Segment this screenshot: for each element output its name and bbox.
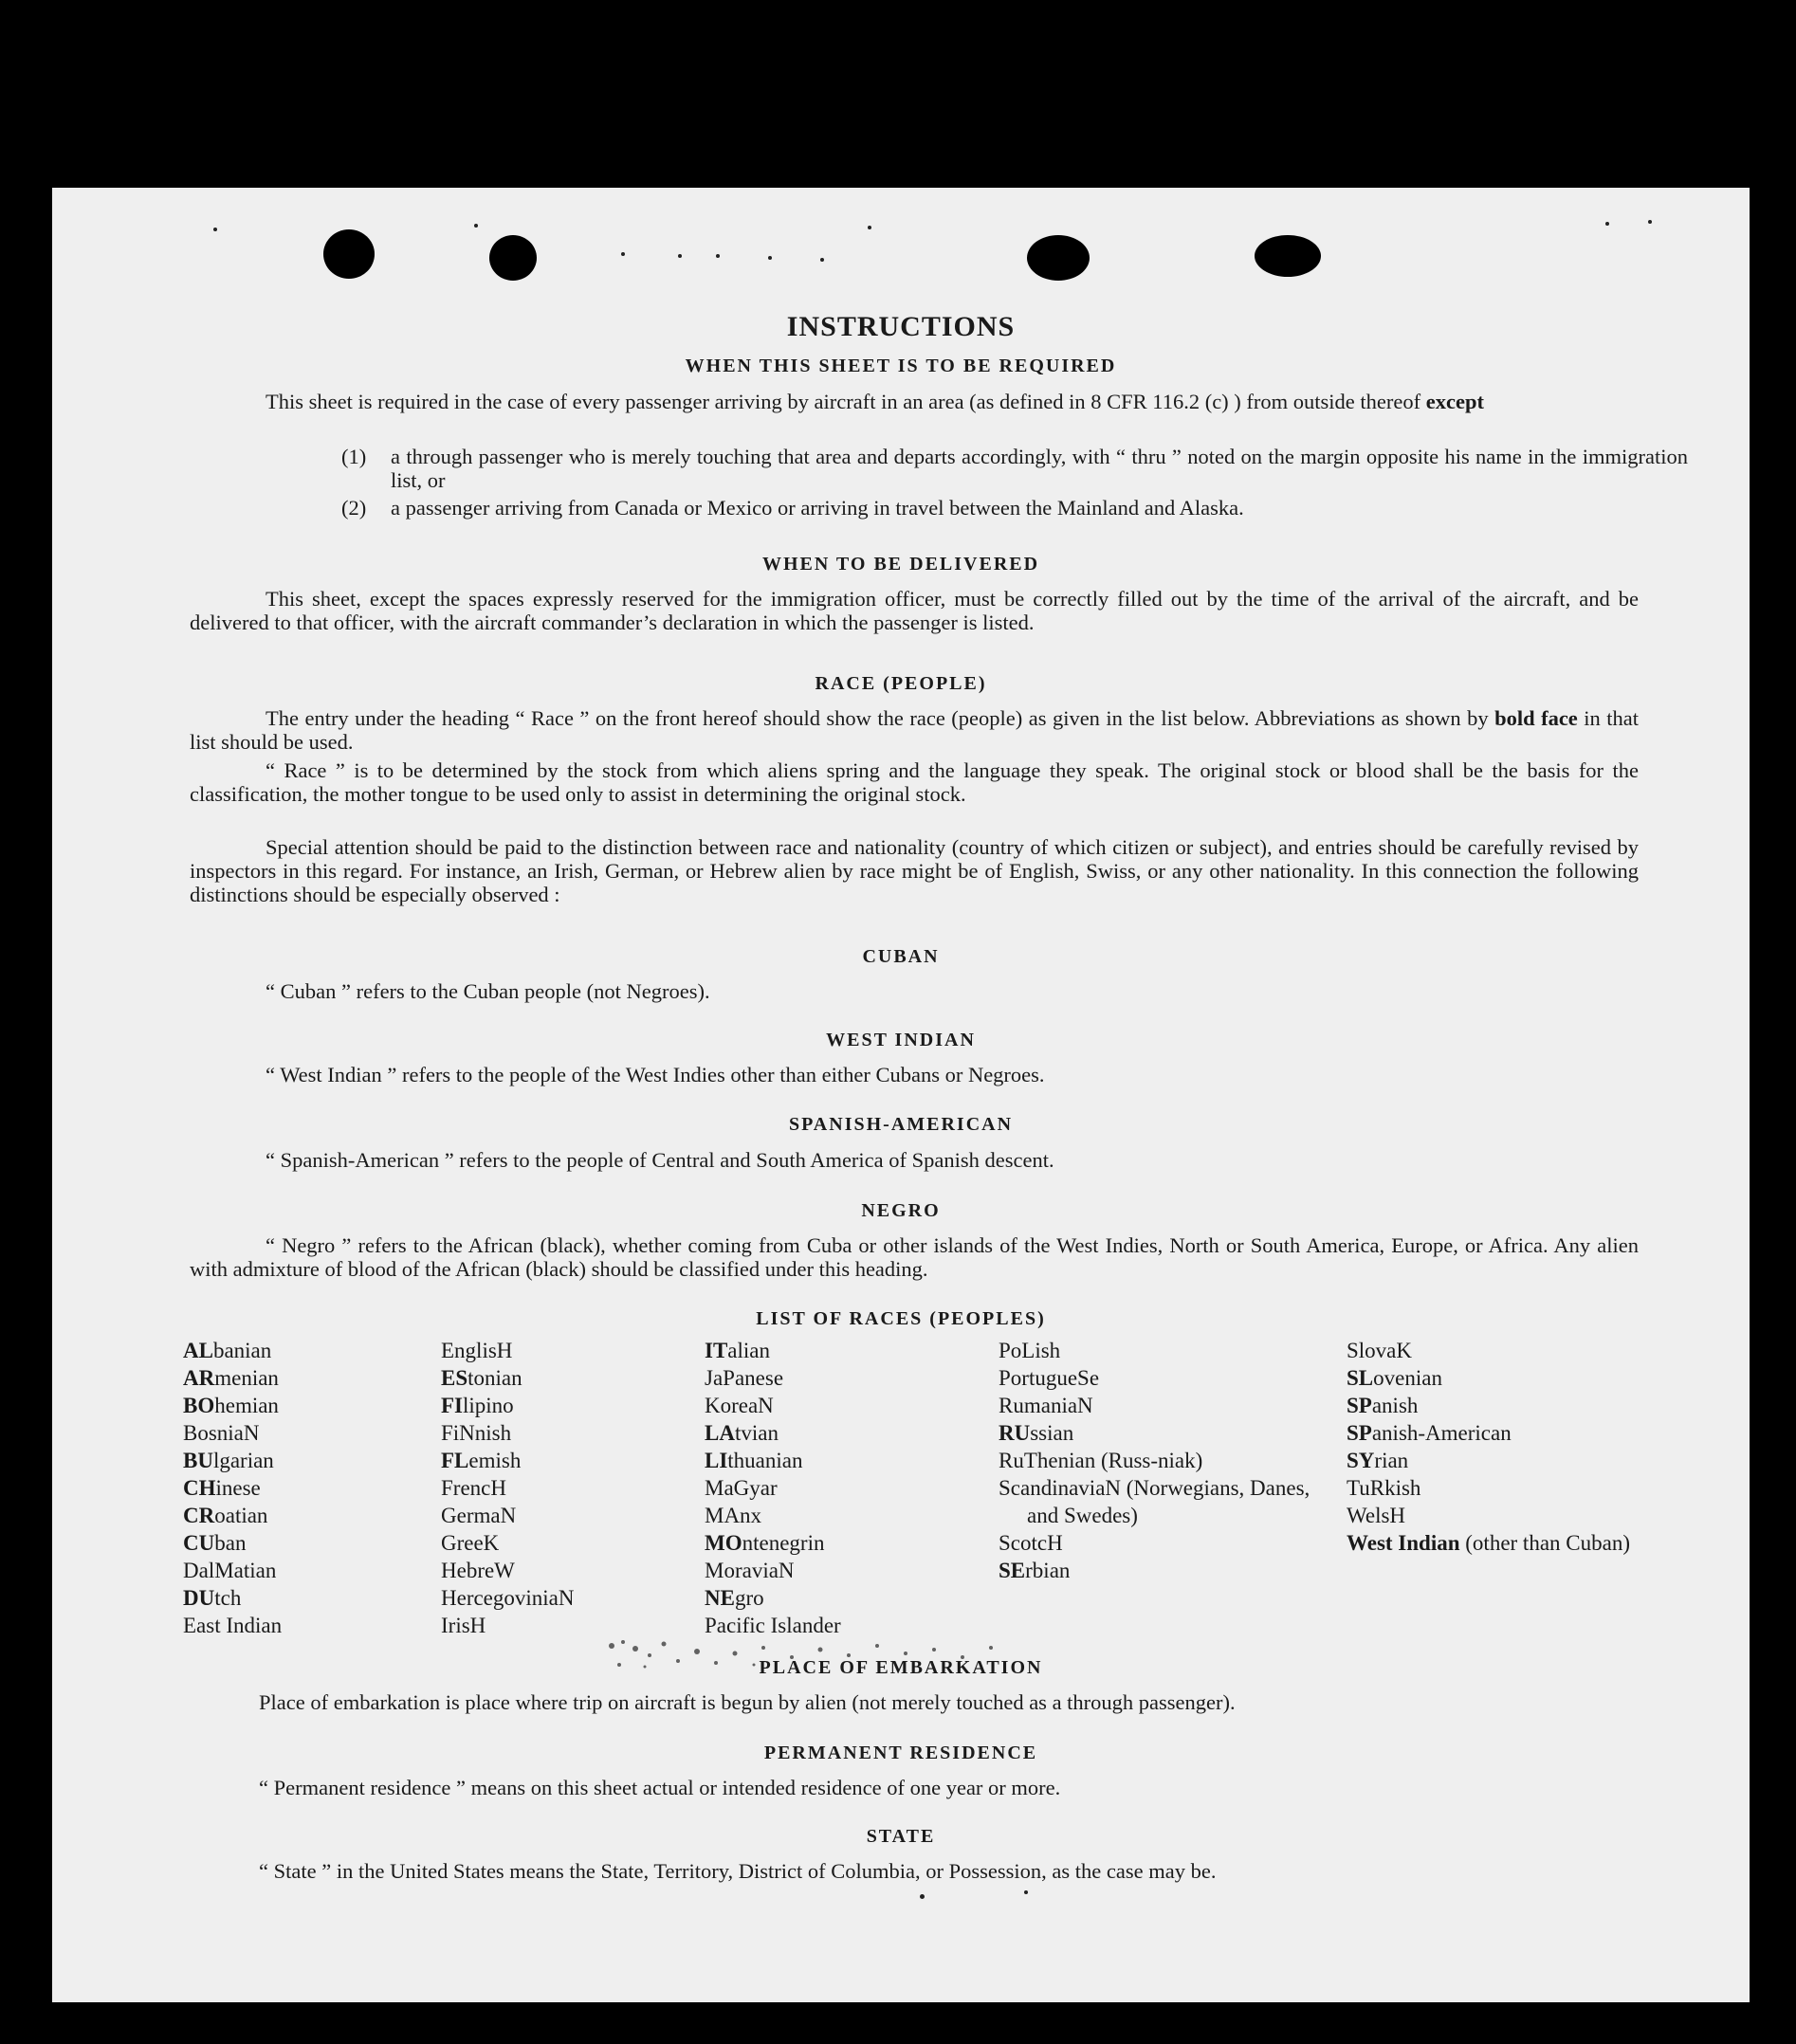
race-entry: ITalian — [705, 1339, 770, 1362]
exception-item-1: (1) a through passenger who is merely touching that area and departs accordingly, with “ thru ” noted on the margin opposite his name in the immigration list, or — [341, 445, 1688, 492]
heading-west-indian: WEST INDIAN — [826, 1030, 976, 1050]
race-entry: BUlgarian — [183, 1449, 274, 1472]
heading-permanent-residence: PERMANENT RESIDENCE — [763, 1743, 1038, 1763]
when-required-intro: This sheet is required in the case of every passenger arriving by aircraft in an area (as defined in 8 CFR 116.2 (c) ) from outside thereof except — [266, 390, 1484, 413]
race-entry: LIthuanian — [705, 1449, 803, 1472]
races-column-3 — [705, 1337, 989, 1639]
race-entry: Pacific Islander — [705, 1614, 841, 1637]
race-entry: NEgro — [705, 1586, 764, 1610]
race-paragraph-3: Special attention should be paid to the distinction between race and nationality (country of which citizen or subject), and entries should be carefully revised by inspectors in this regard. For instance, an Irish, German, or Hebrew alien by race might be of English, Swiss, or any other nationality. In this connection the following distinctions should be especially observed : — [190, 835, 1639, 906]
heading-race: RACE (PEOPLE) — [815, 673, 987, 694]
race-entry: PortugueSe — [999, 1366, 1100, 1390]
race-entry: CUban — [183, 1531, 247, 1555]
races-column-1 — [183, 1337, 430, 1639]
race-entry: FLemish — [441, 1449, 522, 1472]
race-paragraph-1: The entry under the heading “ Race ” on the front hereof should show the race (people) as given in the list below. Abbreviations as shown by bold face in that list should be used. — [190, 706, 1639, 754]
race-entry: RUssian — [999, 1421, 1074, 1445]
race-entry: SErbian — [999, 1559, 1071, 1582]
heading-spanish-american: SPANISH-AMERICAN — [788, 1114, 1014, 1135]
heading-when-delivered: WHEN TO BE DELIVERED — [761, 554, 1040, 575]
race-entry: CHinese — [183, 1476, 261, 1500]
race-entry: FiNnish — [441, 1421, 512, 1445]
race-entry: DalMatian — [183, 1559, 277, 1582]
heading-negro: NEGRO — [861, 1200, 941, 1221]
west-indian-text: “ West Indian ” refers to the people of the West Indies other than either Cubans or Negroes. — [266, 1063, 1045, 1086]
races-column-4 — [999, 1337, 1321, 1584]
race-entry: BosniaN — [183, 1421, 260, 1445]
race-entry: SYrian — [1347, 1449, 1409, 1472]
race-entry: TuRkish — [1347, 1476, 1421, 1500]
race-entry: JaPanese — [705, 1366, 784, 1390]
heading-cuban: CUBAN — [862, 946, 940, 967]
race-entry: MAnx — [705, 1504, 762, 1527]
race-entry: MaGyar — [705, 1476, 778, 1500]
race-entry: HercegoviniaN — [441, 1586, 575, 1610]
race-entry: MoraviaN — [705, 1559, 795, 1582]
race-entry: SlovaK — [1347, 1339, 1412, 1362]
cuban-text: “ Cuban ” refers to the Cuban people (not Negroes). — [266, 979, 710, 1003]
race-entry: West Indian (other than Cuban) — [1347, 1531, 1630, 1555]
race-entry: BOhemian — [183, 1394, 279, 1417]
heading-state: STATE — [866, 1826, 936, 1847]
negro-text: “ Negro ” refers to the African (black), whether coming from Cuba or other islands of the West Indies, North or South America, Europe, or Africa. Any alien with admixture of blood of the African (black) should be classified under this heading. — [190, 1233, 1639, 1281]
race-entry: RuThenian (Russ-niak) — [999, 1449, 1203, 1472]
race-entry: East Indian — [183, 1614, 283, 1637]
heading-when-required: WHEN THIS SHEET IS TO BE REQUIRED — [685, 356, 1117, 376]
instruction-sheet — [52, 188, 1750, 2002]
race-entry: SLovenian — [1347, 1366, 1442, 1390]
page-title: INSTRUCTIONS — [786, 311, 1016, 342]
race-entry: KoreaN — [705, 1394, 774, 1417]
race-entry: DUtch — [183, 1586, 242, 1610]
race-entry: GreeK — [441, 1531, 500, 1555]
race-entry: LAtvian — [705, 1421, 779, 1445]
exception-item-2: (2) a passenger arriving from Canada or Mexico or arriving in travel between the Mainland and Alaska. — [341, 496, 1244, 520]
document-body — [52, 188, 1750, 2002]
heading-place-of-embarkation: PLACE OF EMBARKATION — [759, 1657, 1043, 1678]
spanish-american-text: “ Spanish-American ” refers to the people of Central and South America of Spanish descent. — [266, 1148, 1054, 1172]
race-entry: RumaniaN — [999, 1394, 1093, 1417]
when-delivered-text: This sheet, except the spaces expressly reserved for the immigration officer, must be correctly filled out by the time of the arrival of the aircraft, and be delivered to that officer, with the aircraft commander’s declaration in which the passenger is listed. — [190, 587, 1639, 634]
race-entry: FrencH — [441, 1476, 506, 1500]
race-entry: ARmenian — [183, 1366, 279, 1390]
races-column-5 — [1347, 1337, 1631, 1557]
race-entry: SPanish — [1347, 1394, 1419, 1417]
race-entry: ALbanian — [183, 1339, 272, 1362]
race-entry: CRoatian — [183, 1504, 268, 1527]
race-entry: PoLish — [999, 1339, 1061, 1362]
race-entry: IrisH — [441, 1614, 486, 1637]
race-entry: EnglisH — [441, 1339, 513, 1362]
permanent-residence-text: “ Permanent residence ” means on this sheet actual or intended residence of one year or more. — [259, 1776, 1061, 1799]
race-entry: WelsH — [1347, 1504, 1406, 1527]
races-column-2 — [441, 1337, 687, 1639]
race-paragraph-2: “ Race ” is to be determined by the stock from which aliens spring and the language they speak. The original stock or blood shall be the basis for the classification, the mother tongue to be used only to assist in determining the original stock. — [190, 758, 1639, 806]
heading-list-of-races: LIST OF RACES (PEOPLES) — [756, 1308, 1046, 1329]
race-entry: HebreW — [441, 1559, 515, 1582]
race-entry: FIlipino — [441, 1394, 514, 1417]
race-entry: SPanish-American — [1347, 1421, 1512, 1445]
race-entry: MOntenegrin — [705, 1531, 825, 1555]
race-entry: EStonian — [441, 1366, 522, 1390]
state-text: “ State ” in the United States means the State, Territory, District of Columbia, or Possession, as the case may be. — [259, 1859, 1217, 1883]
race-entry: ScandinaviaN (Norwegians, Danes, and Swedes) — [999, 1476, 1310, 1527]
race-entry: GermaN — [441, 1504, 517, 1527]
race-entry: ScotcH — [999, 1531, 1063, 1555]
embarkation-text: Place of embarkation is place where trip on aircraft is begun by alien (not merely touched as a through passenger). — [259, 1690, 1236, 1714]
